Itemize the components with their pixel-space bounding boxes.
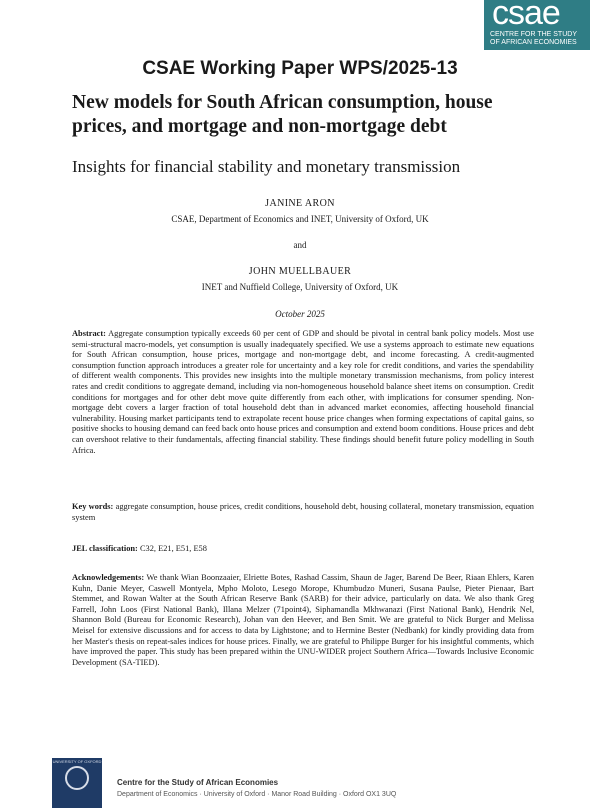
keywords-label: Key words: (72, 502, 114, 511)
keywords (72, 502, 534, 523)
jel-label: JEL classification: (72, 544, 138, 553)
csae-logo (484, 0, 590, 50)
abstract-label: Abstract: (72, 329, 106, 338)
footer-address: Department of Economics · University of Oxford · Manor Road Building · Oxford OX1 3UQ (117, 791, 397, 798)
author-name-1: JANINE ARON (265, 198, 335, 209)
paper-date: October 2025 (275, 309, 325, 319)
author-name-2: JOHN MUELLBAUER (248, 266, 352, 277)
logo-subtitle: CENTRE FOR THE STUDY OF AFRICAN ECONOMIES (490, 31, 577, 46)
keywords-text: aggregate consumption, house prices, credit conditions, household debt, housing collateral, monetary transmission, equation system (72, 502, 534, 522)
acknowledgements (72, 573, 534, 668)
author-affiliation-2: INET and Nuffield College, University of Oxford, UK (201, 282, 399, 292)
jel-text: C32, E21, E51, E58 (139, 544, 207, 553)
oxford-logo-text: UNIVERSITY OF OXFORD (52, 759, 102, 764)
paper-title: New models for South African consumption, house prices, and mortgage and non-mortgage debt (72, 92, 493, 137)
acknowledgements-label: Acknowledgements: (72, 573, 145, 582)
acknowledgements-text: We thank Wian Boonzaaier, Elriette Botes, Rashad Cassim, Shaun de Jager, Barend De Beer, Riaan Ehlers, Karen Kuhn, Danie Meyer, Caswell Montyela, Mpho Moloto, Lesego Morope, Khumbudzo Muneri, Susana Paulse, Pieter Pienaar, Bart Stemmet, and Rowan Walter at the South African Reserve Bank (SARB) for their advice, particularly on data. We also thank Greg Farrell, John Loos (First National Bank), Illana Melzer (71point4), Siphamandla Mkhwanazi (First National Bank), Hendrik Nel, Shannon Bold (Bureau for Economic Research), Johan van den Heever, and Ben Smit. We are grateful to Nick Burger and Melissa Meisel for extensive discussions and for access to data by Lightstone; and to Hermine Bester (Nedbank) for kindly providing data from her Master's thesis on repeat-sales indices for house prices. Finally, we are grateful to Philippe Burger for his insightful comments, which have improved the paper. This study has been prepared within the UNU-WIDER project Southern Africa—Towards Inclusive Economic Development (SA-TIED). (72, 573, 534, 667)
logo-wordmark: csae (492, 0, 560, 32)
oxford-logo (52, 758, 102, 808)
paper-subtitle: Insights for financial stability and monetary transmission (72, 157, 461, 176)
abstract-text: Aggregate consumption typically exceeds 60 per cent of GDP and should be pivotal in central bank policy models. Most use semi-structural macro-models, yet consumption is usually inadequately specified. We use a systems approach to estimate new equations for South African consumption, house prices, mortgage and non-mortgage debt, and income forecasting. A credit-augmented consumption function approach introduces a greater role for uncertainty and a key role for credit conditions, and varies the spendability of different wealth components. This provides new insights into the multiple monetary transmission mechanisms, from policy interest rates and credit conditions to aggregate demand, including via non-homogeneous household balance sheet items on consumption. Credit conditions for mortgages and for other debt move quite differently from each other, with implications for consumer spending. Non-mortgage debt covers a larger fraction of total household debt than in advanced market economies, affecting household financial vulnerability. Housing market participants tend to extrapolate recent house price changes when forming expectations of capital gains, so positive shocks to housing demand can feed back onto house prices and consumption and extend boom conditions. House prices and debt can overshoot relative to their fundamentals, affecting financial stability. These findings should benefit future policy modelling in South Africa. (72, 329, 534, 455)
author-affiliation-1: CSAE, Department of Economics and INET, University of Oxford, UK (171, 214, 429, 224)
working-paper-series: CSAE Working Paper WPS/2025-13 (142, 58, 458, 79)
crest-icon (65, 766, 89, 790)
author-separator: and (293, 240, 307, 250)
jel-classification (72, 544, 534, 555)
footer-centre-name: Centre for the Study of African Economies (117, 778, 279, 787)
abstract (72, 329, 534, 456)
